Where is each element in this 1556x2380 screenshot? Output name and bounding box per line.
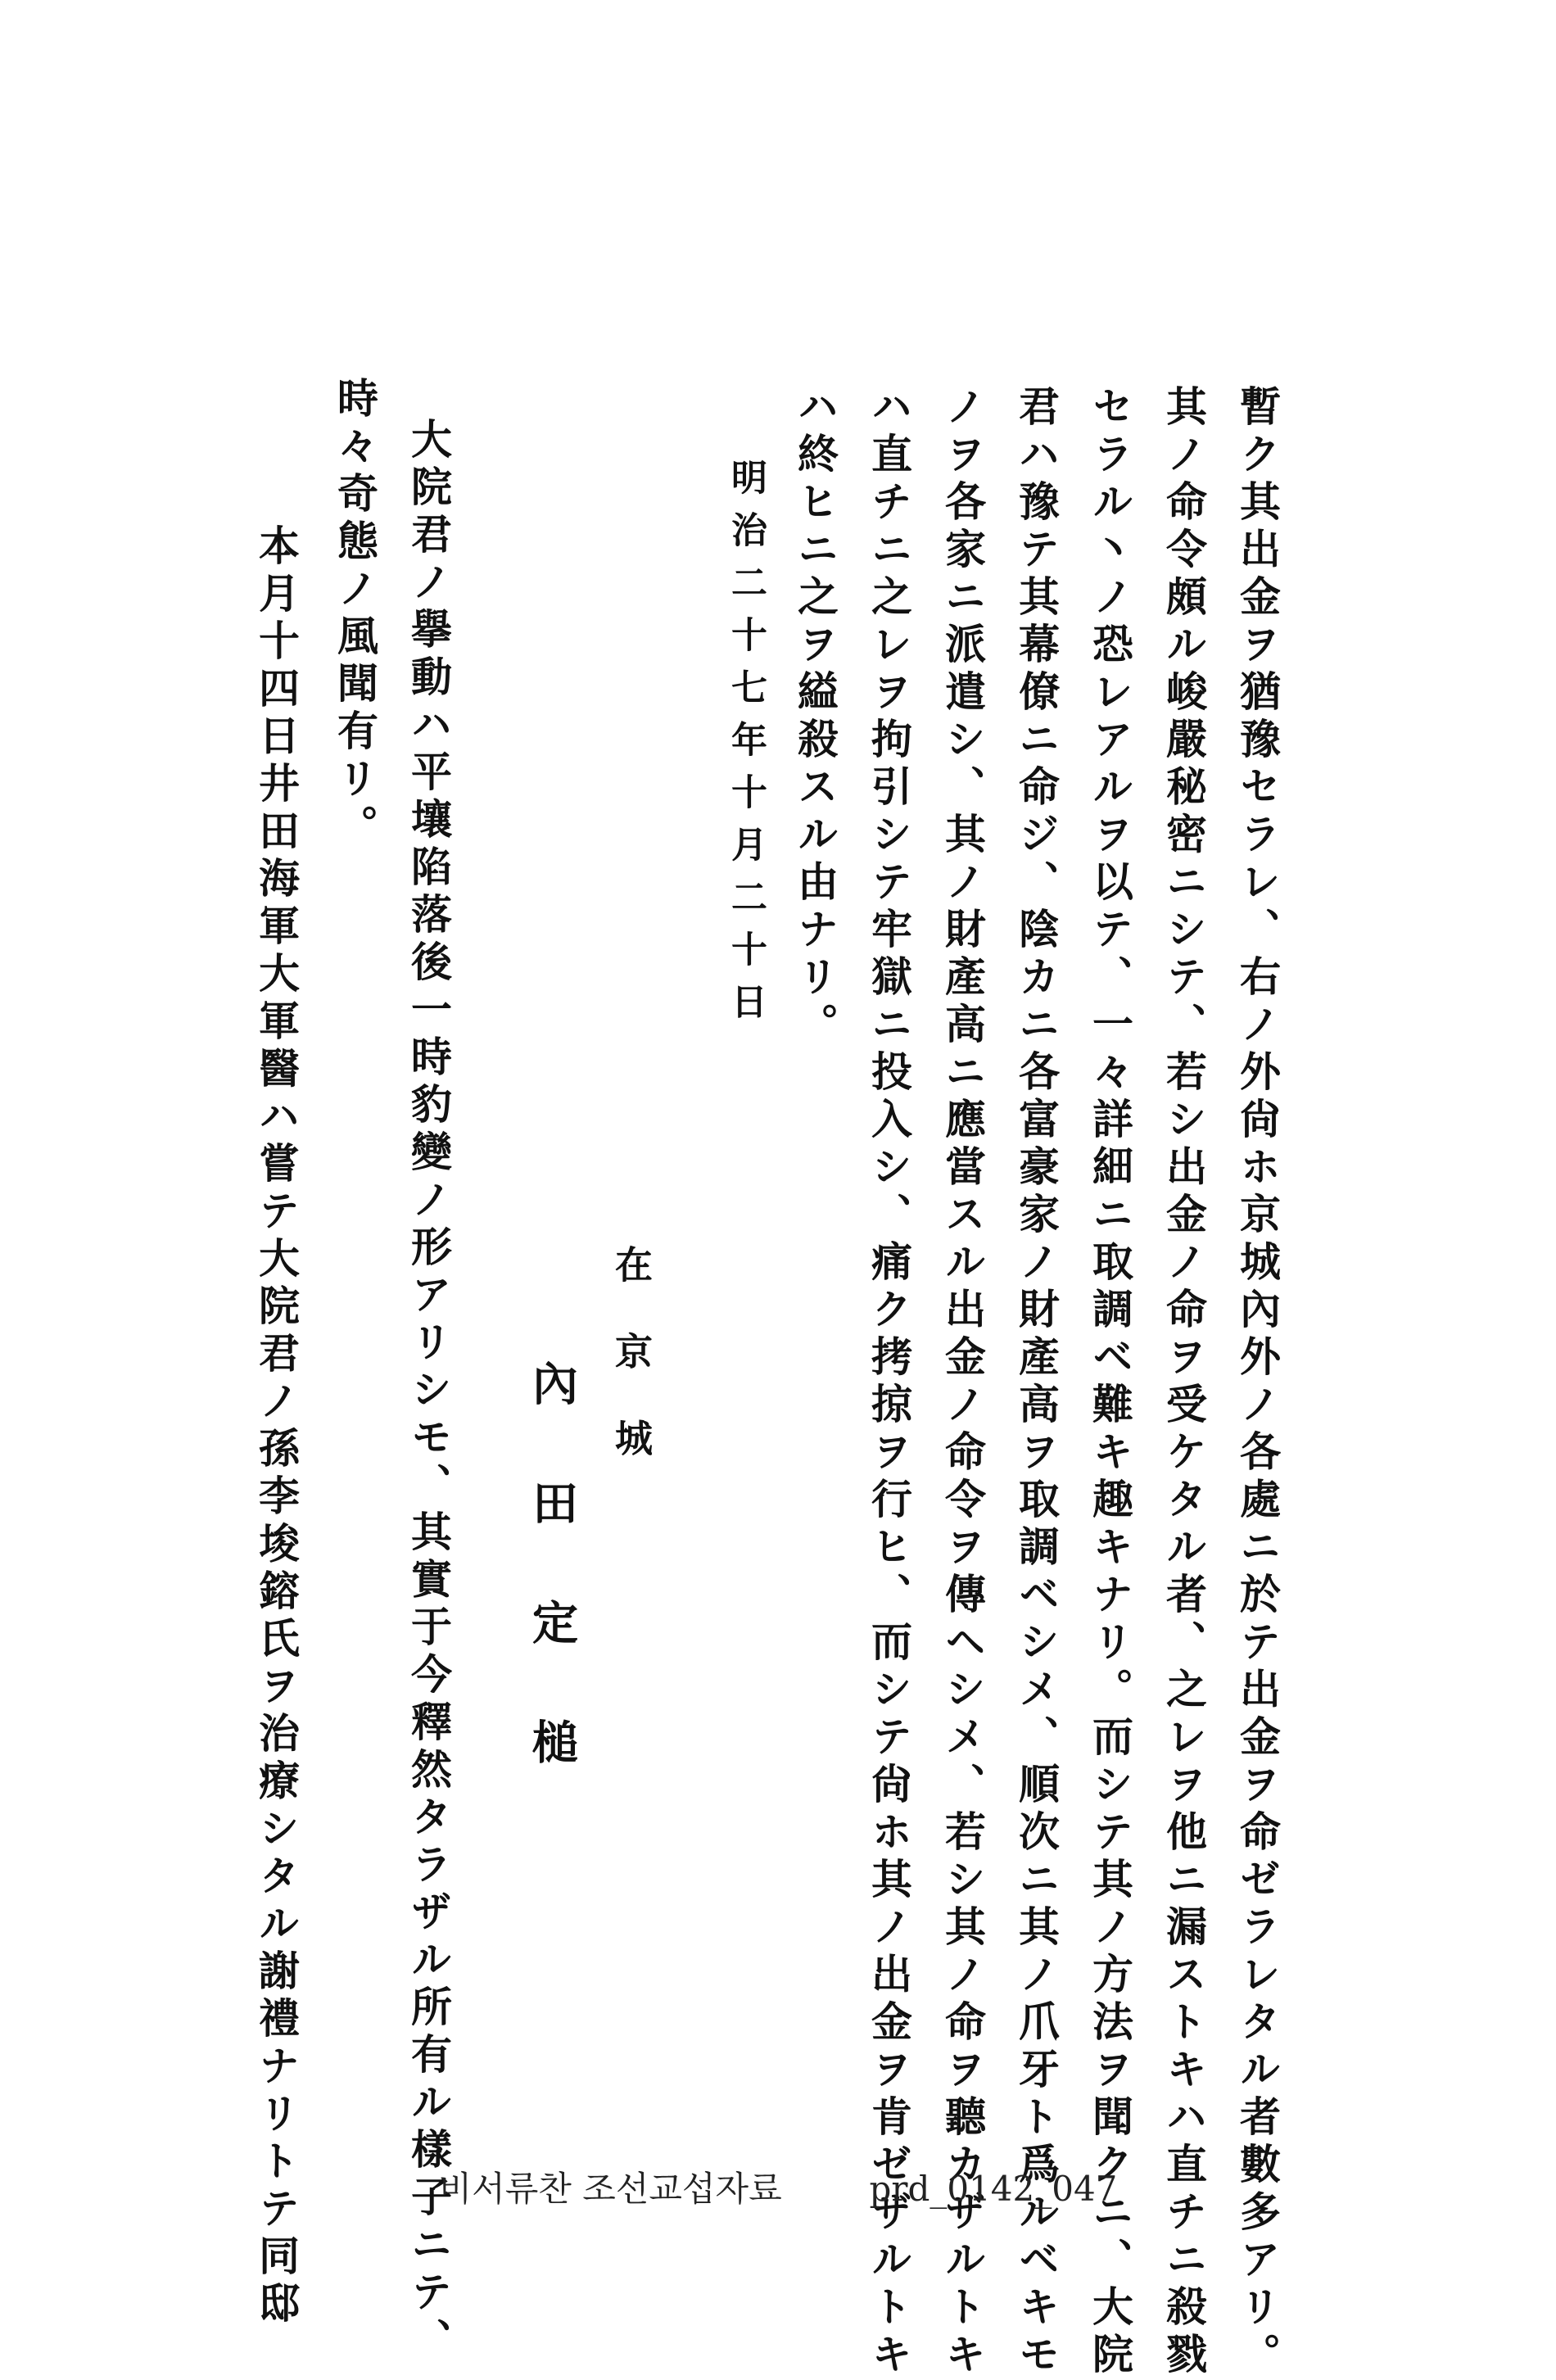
report-date: 明治二十七年十月二十日 — [725, 459, 767, 1035]
report-line-2: 其ノ命令頗ル峻嚴秘密ニシテ、若シ出金ノ命ヲ受ケタル者、之レヲ他ニ漏ストキハ直チニ殺戮 — [1160, 385, 1208, 2380]
footer-code: prd_0142_047 — [869, 2169, 1118, 2209]
next-report-line: 本月十四日井田海軍大軍醫ハ嘗テ大院君ノ孫李埈鎔氏ヲ治療シタル謝禮ナリトテ同邸 — [252, 524, 301, 2329]
report-line-7: ハ終ヒニ之ヲ縊殺スル由ナリ。 — [791, 385, 839, 1050]
closing-line-2: 時々奇態ノ風聞有リ。 — [331, 377, 379, 852]
report-line-6: ハ直チニ之レヲ拘引シテ牢獄ニ投入シ、痛ク拷掠ヲ行ヒ、而シテ尙ホ其ノ出金ヲ肯ゼザルトキ — [865, 385, 913, 2380]
report-signature: 內田定槌 — [525, 1360, 579, 1838]
report-location: 在京城 — [609, 1245, 654, 1505]
closing-line-1: 大院君ノ擧動ハ平壤陷落後一時豹變ノ形アリシモ、其實于今釋然タラザル所有ル樣子ニテ、 — [405, 418, 453, 2365]
report-line-3: セラル丶ノ恐レアルヲ以テ、一々詳細ニ取調ベ難キ趣キナリ。而シテ其ノ方法ヲ聞クニ、大院 — [1086, 385, 1134, 2380]
report-line-1: 暫ク其出金ヲ猶豫セラレ、右ノ外尙ホ京城內外ノ各處ニ於テ出金ヲ命ゼラレタル者數多アリ。 — [1233, 385, 1282, 2380]
report-line-4: 君ハ豫テ其幕僚ニ命ジ、陰カニ各富豪家ノ財產高ヲ取調ベシメ、順次ニ其ノ爪牙ト爲ルベキモ — [1012, 385, 1061, 2380]
footer-caption — [0, 2162, 1556, 2211]
footer-collection: 비서류찬 조선교섭자료 — [438, 2169, 782, 2209]
report-line-5: ノヲ各家ニ派遣シ、其ノ財產高ニ應當スル出金ノ命令ヲ傳ヘシメ、若シ其ノ命ヲ聽カザルトキ — [939, 385, 987, 2380]
